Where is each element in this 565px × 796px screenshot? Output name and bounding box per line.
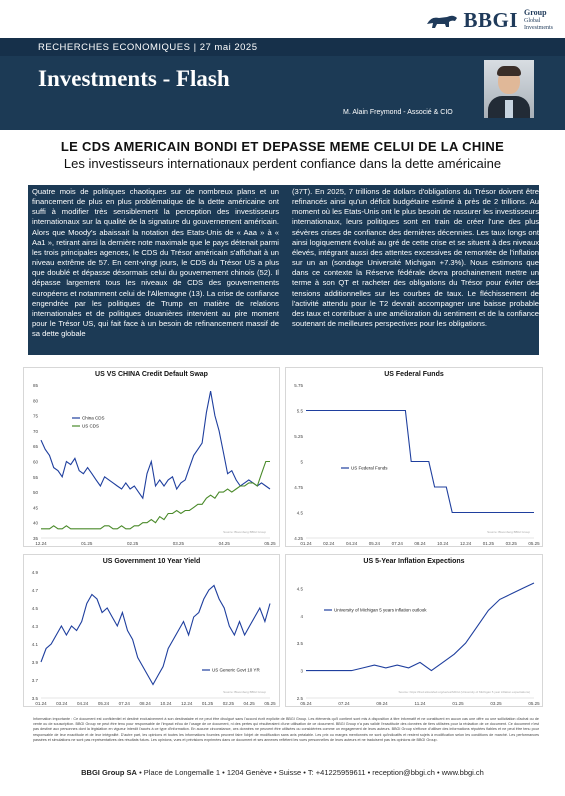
report-subhead: RECHERCHES ECONOMIQUES | 27 mai 2025 <box>38 42 258 53</box>
chart-panel-inflation <box>285 554 543 707</box>
chart-title-inflation: US 5-Year Inflation Expections <box>363 558 465 565</box>
y-tick-label: 5.75 <box>294 383 303 388</box>
x-tick-label: 01.25 <box>452 701 464 706</box>
y-tick-label: 4.75 <box>294 485 303 490</box>
y-tick-label: 3.9 <box>31 660 38 665</box>
x-tick-label: 08.24 <box>414 541 426 546</box>
legend-label-0: University of Michigan 5 years inflation outlook <box>334 607 427 613</box>
chart-source: Source: https://fred.stlouisfed.org/series/MICH (University of Michigan 5 year inflation expectations) <box>398 690 530 694</box>
series-line-0 <box>41 391 270 498</box>
y-tick-label: 4.5 <box>31 606 38 611</box>
chart-title-10y: US Government 10 Year Yield <box>102 558 201 565</box>
x-tick-label: 04.24 <box>345 541 358 546</box>
chart-inflation-expectations <box>286 555 544 708</box>
legend-label-1: US CDS <box>82 423 100 429</box>
y-tick-label: 5 <box>300 459 303 465</box>
x-tick-label: 04.24 <box>77 701 89 706</box>
y-tick-label: 85 <box>32 383 38 388</box>
y-tick-label: 3.7 <box>31 678 38 683</box>
footer-company: BBGI Group SA <box>81 768 137 777</box>
x-tick-label: 03.25 <box>505 541 517 546</box>
x-tick-label: 02.24 <box>323 541 335 546</box>
y-tick-label: 4.5 <box>296 586 303 592</box>
article-title: LE CDS AMERICAIN BONDI ET DEPASSE MEME CELUI DE LA CHINE <box>60 139 505 154</box>
legend-label-0: China CDS <box>82 415 105 421</box>
y-tick-label: 5.5 <box>296 408 303 414</box>
x-tick-label: 09.24 <box>376 701 388 706</box>
x-tick-label: 05.24 <box>300 701 312 706</box>
chart-title-fedfunds: US Federal Funds <box>384 371 444 378</box>
author-photo <box>484 60 534 118</box>
x-tick-label: 05.25 <box>264 541 276 546</box>
y-tick-label: 3.5 <box>31 696 38 701</box>
footer <box>0 768 565 777</box>
y-tick-label: 4.9 <box>31 570 38 575</box>
x-tick-label: 10.24 <box>160 701 172 706</box>
x-tick-label: 02.25 <box>126 541 139 546</box>
chart-10y-yield <box>24 555 281 708</box>
logo-investments: Investments <box>524 25 553 31</box>
y-tick-label: 4.3 <box>31 624 38 629</box>
article-column-1: Quatre mois de politiques chaotiques sur de nombreux plans et un financement de plus en plus problématique de la dette américaine ont suffi à modifier très sensiblement la perception des investisseurs internationaux sur la qualité de la signature du gouvernement américain. Alors que Moody's abaissait la notation des Etats-Unis de « Aaa » à « Aa1 », retirant ainsi la dernière note maximale que le pays détenait parmi les trois principales agences, le CDS du Trésor américain s'affichait à un niveau extrême de 57. En cent-vingt jours, le CDS du Trésor US a plus que doublé et dépasse désormais celui du gouvernement chinois (52). Il dépasse largement tous les niveaux de CDS des gouvernements européens et notamment celui de l'Allemagne (13). La crise de confiance engendrée par les politiques de Trump en matière de relations internationales et de politiques douanières intervient au pire moment pour le Trésor US, qui fait face à un besoin de refinancement massif de sa dette globale <box>32 187 279 339</box>
x-tick-label: 07.24 <box>118 701 130 706</box>
x-tick-label: 12.24 <box>181 701 193 706</box>
y-tick-label: 65 <box>32 444 38 450</box>
x-tick-label: 01.25 <box>482 541 495 546</box>
y-tick-label: 80 <box>32 398 38 404</box>
article-subtitle: Les investisseurs internationaux perdent confiance dans la dette américaine <box>63 156 502 171</box>
chart-panel-fedfunds <box>285 367 543 547</box>
y-tick-label: 4 <box>300 613 303 619</box>
x-tick-label: 12.24 <box>35 541 47 546</box>
chart-cds <box>24 368 281 548</box>
x-tick-label: 10.24 <box>437 541 449 546</box>
y-tick-label: 35 <box>32 536 38 541</box>
footer-address: • Place de Longemalle 1 • 1204 Genève • Suisse • T: +41225959611 • reception@bbgi.ch • www.bbgi.ch <box>136 768 484 777</box>
logo-global: Global <box>524 18 541 24</box>
y-tick-label: 40 <box>32 520 38 526</box>
author-line: M. Alain Freymond - Associé & CIO <box>343 109 453 116</box>
series-line-1 <box>41 462 270 529</box>
flash-title: Investments - Flash <box>38 66 230 91</box>
x-tick-label: 12.24 <box>459 541 472 546</box>
chart-source: Source: Bloomberg BBGI Group <box>223 690 266 694</box>
chart-panel-cds <box>23 367 280 547</box>
disclaimer: Information importante : Ce document est confidentiel et destiné exclusivement à son destinataire et ne peut être divulgué sans l'accord écrit explicite de BBGI Group. Les éléments qu'il contient sont mis à disposition à titre informatif et ne constituent en aucun cas une offre ou une sollicitation d'achat ou de vente ou de souscription. BBGI Group ne peut être tenu pour responsable de l'impact et/ou de l'usage de ce document, ni des pertes qui résulteraient d'une utilisation de ce document. BBGI Group n'a pas validé l'exactitude des données de tiers utilisées pour la rédaction de ce document. Ce document n'est pas destiné aux personnes dont la législation en vigueur interdit l'accès à ce type d'information. En aucune circonstance, ces données ne peuvent être utilisées ou considérées comme un engagement de leurs auteurs. BBGI Group s'efforce d'utiliser des informations réputées fiables et ne peut être tenu pour responsable de leur exactitude et de leur intégralité. D'autre part, les opinions et toutes les informations fournies peuvent faire l'objet de modification sans avis préalable. Les prix ou marges mentionnés ne sont qu'indicatifs et restent sujets à modification selon les conditions de marché. Les performances passées et simulations ne sont pas représentatives des résultats futurs. Les opinions, vues et prévisions exprimées dans ce document et ses annexes reflètent les vues personnelles de leurs auteurs et ne traduisent pas les opinions de BBGI Group. <box>33 717 539 742</box>
article-body <box>28 185 539 355</box>
y-tick-label: 4.25 <box>294 536 303 541</box>
y-tick-label: 45 <box>32 505 38 511</box>
article-column-2: (37T). En 2025, 7 trillions de dollars d'obligations du Trésor doivent être refinancés ainsi qu'un déficit budgétaire estimé à près de 2 trillions. Au moment où les Etats-Unis ont le plus besoin de rassurer les investisseurs internationaux, leurs politiques sont en train de créer l'une des plus sévères crises de confiance des dernières décennies. Les taux longs ont ainsi logiquement évolué au gré de cette crise et se situent à des niveaux élevés, intégrant aussi des attentes excessives de remontée de l'inflation sur un an (sondage Université Michigan +7.3%). Nous estimons que dans ce contexte la Réserve fédérale devra prochainement mettre un terme à son QT et racheter des obligations du Trésor pour éviter des tensions additionnelles sur les courbes de taux. Le fléchissement de l'activité attendu pour le T2 devrait accompagner une baisse probable des taux et contribuer à une amélioration du sentiment et de la confiance soutenant de meilleures perspectives pour les obligations. <box>292 187 539 329</box>
chart-panel-10y <box>23 554 280 707</box>
x-tick-label: 05.25 <box>264 701 276 706</box>
y-tick-label: 5.25 <box>294 434 303 439</box>
chart-title-cds: US VS CHINA Credit Default Swap <box>95 371 208 378</box>
x-tick-label: 01.25 <box>201 701 214 706</box>
x-tick-label: 01.25 <box>81 541 93 546</box>
x-tick-label: 03.25 <box>172 541 185 546</box>
chart-source: Source: Bloomberg BBGI Group <box>487 530 530 534</box>
logo-text: BBGI <box>463 8 518 32</box>
chart-source: Source: Bloomberg BBGI Group <box>223 530 266 534</box>
y-tick-label: 50 <box>32 490 38 496</box>
x-tick-label: 07.24 <box>338 701 350 706</box>
y-tick-label: 3.5 <box>296 641 303 647</box>
x-tick-label: 03.25 <box>490 701 502 706</box>
x-tick-label: 07.24 <box>391 541 403 546</box>
x-tick-label: 08.24 <box>139 701 151 706</box>
x-tick-label: 02.25 <box>222 701 234 706</box>
bbgi-logo <box>425 8 553 33</box>
series-line-0 <box>306 411 534 513</box>
x-tick-label: 01.24 <box>35 701 47 706</box>
y-tick-label: 75 <box>32 413 38 419</box>
x-tick-label: 01.24 <box>300 541 312 546</box>
y-tick-label: 60 <box>32 459 38 465</box>
logo-group: Group <box>524 8 547 17</box>
y-tick-label: 3 <box>300 668 303 674</box>
y-tick-label: 4.1 <box>31 642 38 647</box>
x-tick-label: 04.25 <box>243 701 255 706</box>
legend-label-0: US Generic Govt 10 YR <box>212 667 260 673</box>
x-tick-label: 04.25 <box>218 541 230 546</box>
y-tick-label: 55 <box>32 474 38 480</box>
bull-icon <box>425 12 459 30</box>
x-tick-label: 11.24 <box>414 701 426 706</box>
y-tick-label: 4.7 <box>31 588 38 593</box>
y-tick-label: 70 <box>32 428 38 434</box>
series-line-0 <box>306 583 534 671</box>
y-tick-label: 2.5 <box>296 696 303 701</box>
x-tick-label: 05.24 <box>368 541 381 546</box>
x-tick-label: 03.24 <box>56 701 68 706</box>
logo-tagline <box>524 9 553 32</box>
x-tick-label: 05.25 <box>528 701 540 706</box>
x-tick-label: 05.24 <box>97 701 110 706</box>
legend-label-0: US Federal Funds <box>351 465 388 471</box>
x-tick-label: 05.25 <box>528 541 540 546</box>
y-tick-label: 4.5 <box>296 510 303 516</box>
chart-fedfunds <box>286 368 544 548</box>
